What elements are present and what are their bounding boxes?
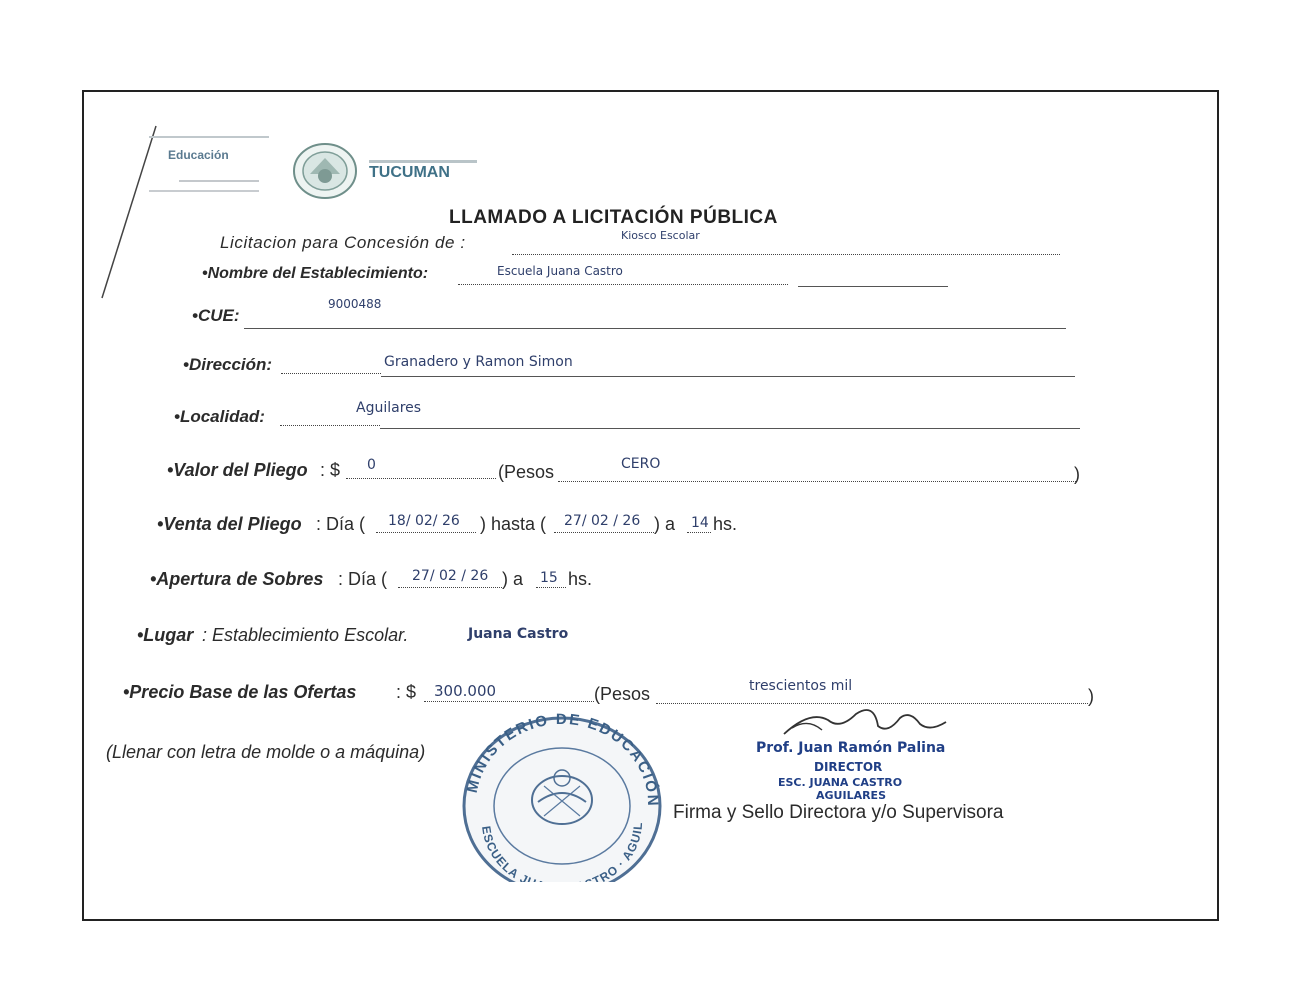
scan-edge-line [94, 122, 164, 302]
venta-hasta-value: 27/ 02 / 26 [564, 513, 641, 529]
apertura-a-label: ) a [502, 569, 524, 589]
nombre-value: Escuela Juana Castro [497, 264, 623, 278]
direccion-dotted-line [281, 373, 381, 374]
precio-currency: : $ [396, 682, 417, 702]
document-title: LLAMADO A LICITACIÓN PÚBLICA [449, 207, 778, 228]
header-rule-top [149, 136, 269, 139]
document-page [82, 90, 1219, 921]
lugar-value: Juana Castro [468, 626, 569, 642]
signature-caption: Firma y Sello Directora y/o Supervisora [673, 802, 1004, 823]
concesion-value: Kiosco Escolar [621, 229, 700, 242]
official-seal [460, 712, 664, 882]
precio-value: 300.000 [434, 682, 497, 700]
concesion-label: Licitacion para Concesión de : [220, 233, 466, 252]
venta-hasta-dotted-line [554, 532, 654, 533]
cue-line [244, 328, 1066, 329]
stamp-town: AGUILARES [816, 789, 886, 802]
venta-desde-dotted-line [376, 532, 476, 533]
seal-top-text: MINISTERIO DE EDUCACIÓN [463, 712, 662, 808]
lugar-label: •Lugar [137, 625, 194, 645]
stamp-name: Prof. Juan Ramón Palina [756, 740, 946, 756]
header-rule-bottom [149, 190, 259, 192]
valor-label: •Valor del Pliego [167, 460, 308, 480]
seal-graphic-icon [460, 712, 664, 882]
venta-label: •Venta del Pliego [157, 514, 302, 534]
localidad-line [380, 428, 1080, 429]
venta-hs-label: hs. [713, 514, 738, 534]
direccion-label: •Dirección: [183, 355, 273, 374]
localidad-dotted-line [280, 425, 380, 426]
venta-hora-value: 14 [691, 515, 709, 531]
precio-dotted-line [424, 701, 594, 702]
precio-pesos-value: trescientos mil [749, 678, 853, 694]
concesion-dotted-line [512, 254, 1060, 255]
direccion-line [381, 376, 1075, 377]
valor-dotted-line [346, 478, 496, 479]
direccion-value: Granadero y Ramon Simon [384, 354, 573, 370]
apertura-hora-value: 15 [540, 570, 558, 586]
venta-desde-value: 18/ 02/ 26 [388, 513, 460, 529]
precio-label: •Precio Base de las Ofertas [123, 682, 357, 702]
header-rule-mid [179, 180, 259, 182]
cue-value: 9000488 [328, 297, 382, 311]
valor-value: 0 [367, 457, 376, 473]
apertura-fecha-value: 27/ 02 / 26 [412, 568, 489, 584]
seal-bottom-text: ESCUELA J TRO · AGUIL [479, 821, 646, 882]
cue-label: •CUE: [192, 306, 240, 325]
signature-scribble [770, 704, 960, 744]
apertura-label: •Apertura de Sobres [150, 569, 324, 589]
tucuman-emblem-icon [292, 142, 358, 200]
apertura-hora-dotted-line [536, 587, 566, 588]
nombre-dotted-line [458, 284, 788, 285]
precio-close-paren: ) [1088, 686, 1094, 706]
apertura-fecha-dotted-line [398, 587, 502, 588]
localidad-label: •Localidad: [174, 407, 265, 426]
apertura-hs-label: hs. [568, 569, 593, 589]
venta-hasta-label: ) hasta ( [480, 514, 547, 534]
fill-instructions-note: (Llenar con letra de molde o a máquina) [106, 742, 426, 762]
stamp-role: DIRECTOR [814, 760, 883, 774]
lugar-text: : Establecimiento Escolar. [202, 625, 409, 645]
valor-pesos-label: (Pesos [498, 462, 555, 482]
valor-close-paren: ) [1074, 464, 1080, 484]
venta-hora-dotted-line [687, 532, 711, 533]
valor-currency: : $ [320, 460, 341, 480]
precio-pesos-label: (Pesos [594, 684, 651, 704]
valor-pesos-value: CERO [621, 456, 661, 472]
nombre-line-extra [798, 286, 948, 287]
venta-a-label: ) a [654, 514, 676, 534]
tucuman-rule [369, 160, 477, 163]
localidad-value: Aguilares [356, 400, 422, 416]
venta-dia-label: : Día ( [316, 514, 366, 534]
valor-pesos-dotted-line [558, 481, 1076, 482]
stamp-school: ESC. JUANA CASTRO [778, 776, 903, 789]
education-logo-text: Educación [168, 148, 229, 162]
apertura-dia-label: : Día ( [338, 569, 388, 589]
tucuman-logo-text: TUCUMAN [369, 164, 450, 181]
nombre-label: •Nombre del Establecimiento: [202, 265, 429, 282]
